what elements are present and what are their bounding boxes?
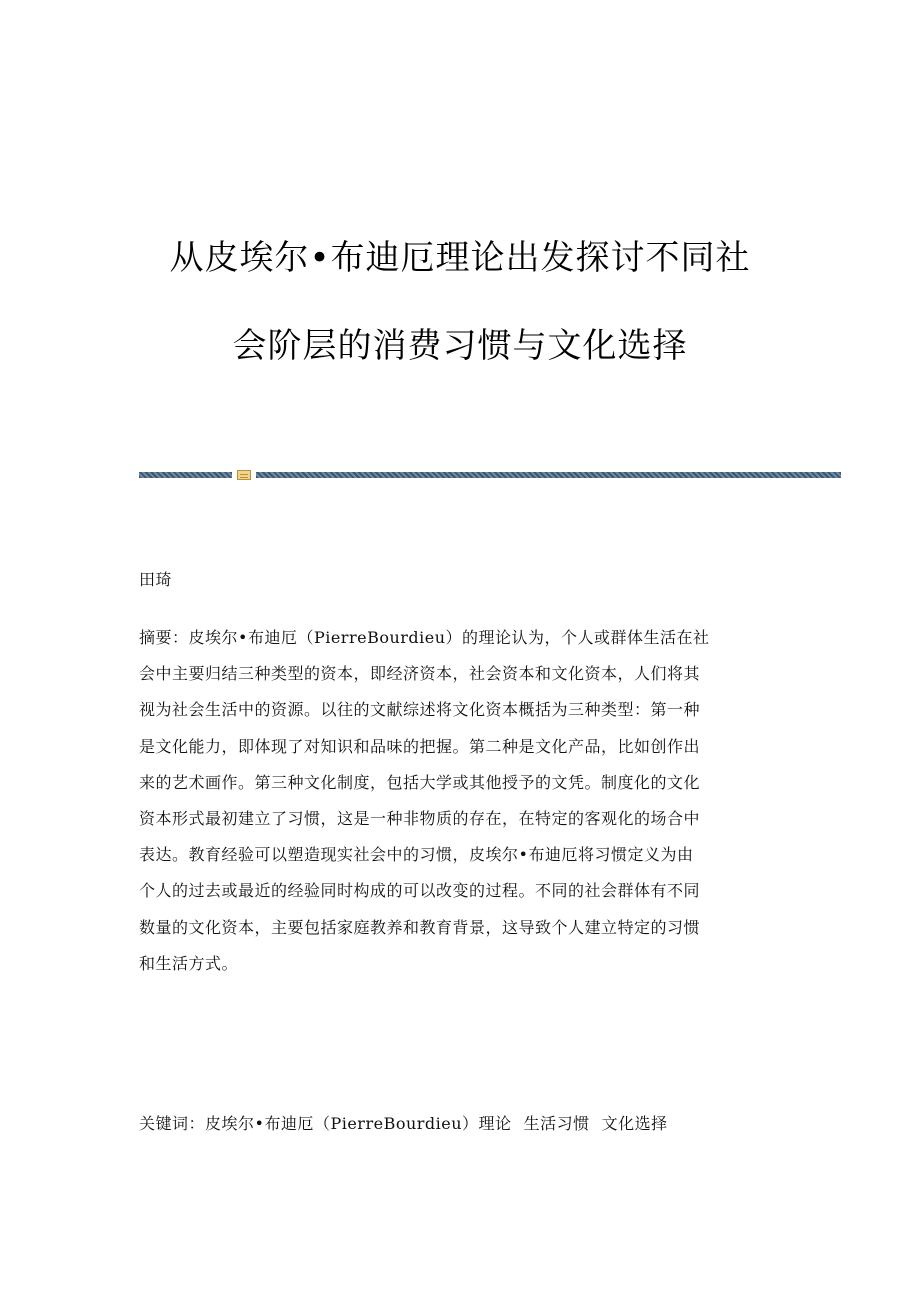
- keyword-item: 生活习惯: [523, 1114, 590, 1133]
- title-line-1: 从皮埃尔•布迪厄理论出发探讨不同社: [169, 238, 751, 278]
- keywords-label: 关键词：: [139, 1114, 206, 1133]
- author-name: 田琦: [139, 570, 173, 589]
- abstract-line: 资本形式最初建立了习惯，这是一种非物质的存在，在特定的客观化的场合中: [139, 809, 701, 829]
- keyword-item: 文化选择: [601, 1114, 668, 1133]
- abstract-label: 摘要：: [139, 628, 189, 647]
- abstract-line: 会中主要归结三种类型的资本，即经济资本，社会资本和文化资本，人们将其: [139, 664, 701, 684]
- keyword-item: 皮埃尔•布迪厄（PierreBourdieu）理论: [205, 1114, 512, 1133]
- abstract-line: 表达。教育经验可以塑造现实社会中的习惯，皮埃尔•布迪厄将习惯定义为由: [139, 845, 694, 865]
- abstract-line: 视为社会生活中的资源。以往的文献综述将文化资本概括为三种类型：第一种: [139, 700, 701, 720]
- abstract-line: 和生活方式。: [139, 953, 239, 973]
- abstract-line: 是文化能力，即体现了对知识和品味的把握。第二种是文化产品，比如创作出: [139, 736, 701, 756]
- abstract-line: 数量的文化资本，主要包括家庭教养和教育背景，这导致个人建立特定的习惯: [139, 917, 701, 937]
- divider-bar-right: [256, 472, 841, 478]
- abstract: [139, 620, 771, 982]
- abstract-line: 个人的过去或最近的经验同时构成的可以改变的过程。不同的社会群体有不同: [139, 881, 701, 901]
- page-title: [90, 214, 830, 390]
- keywords: [139, 1110, 771, 1138]
- title-divider: [139, 470, 841, 480]
- abstract-line: 来的艺术画作。第三种文化制度，包括大学或其他授予的文凭。制度化的文化: [139, 772, 701, 792]
- divider-ornament-icon: [237, 470, 251, 480]
- abstract-line: 摘要：皮埃尔•布迪厄（PierreBourdieu）的理论认为，个人或群体生活在社: [139, 628, 710, 647]
- title-line-2: 会阶层的消费习惯与文化选择: [232, 326, 688, 366]
- divider-bar-left: [139, 472, 232, 478]
